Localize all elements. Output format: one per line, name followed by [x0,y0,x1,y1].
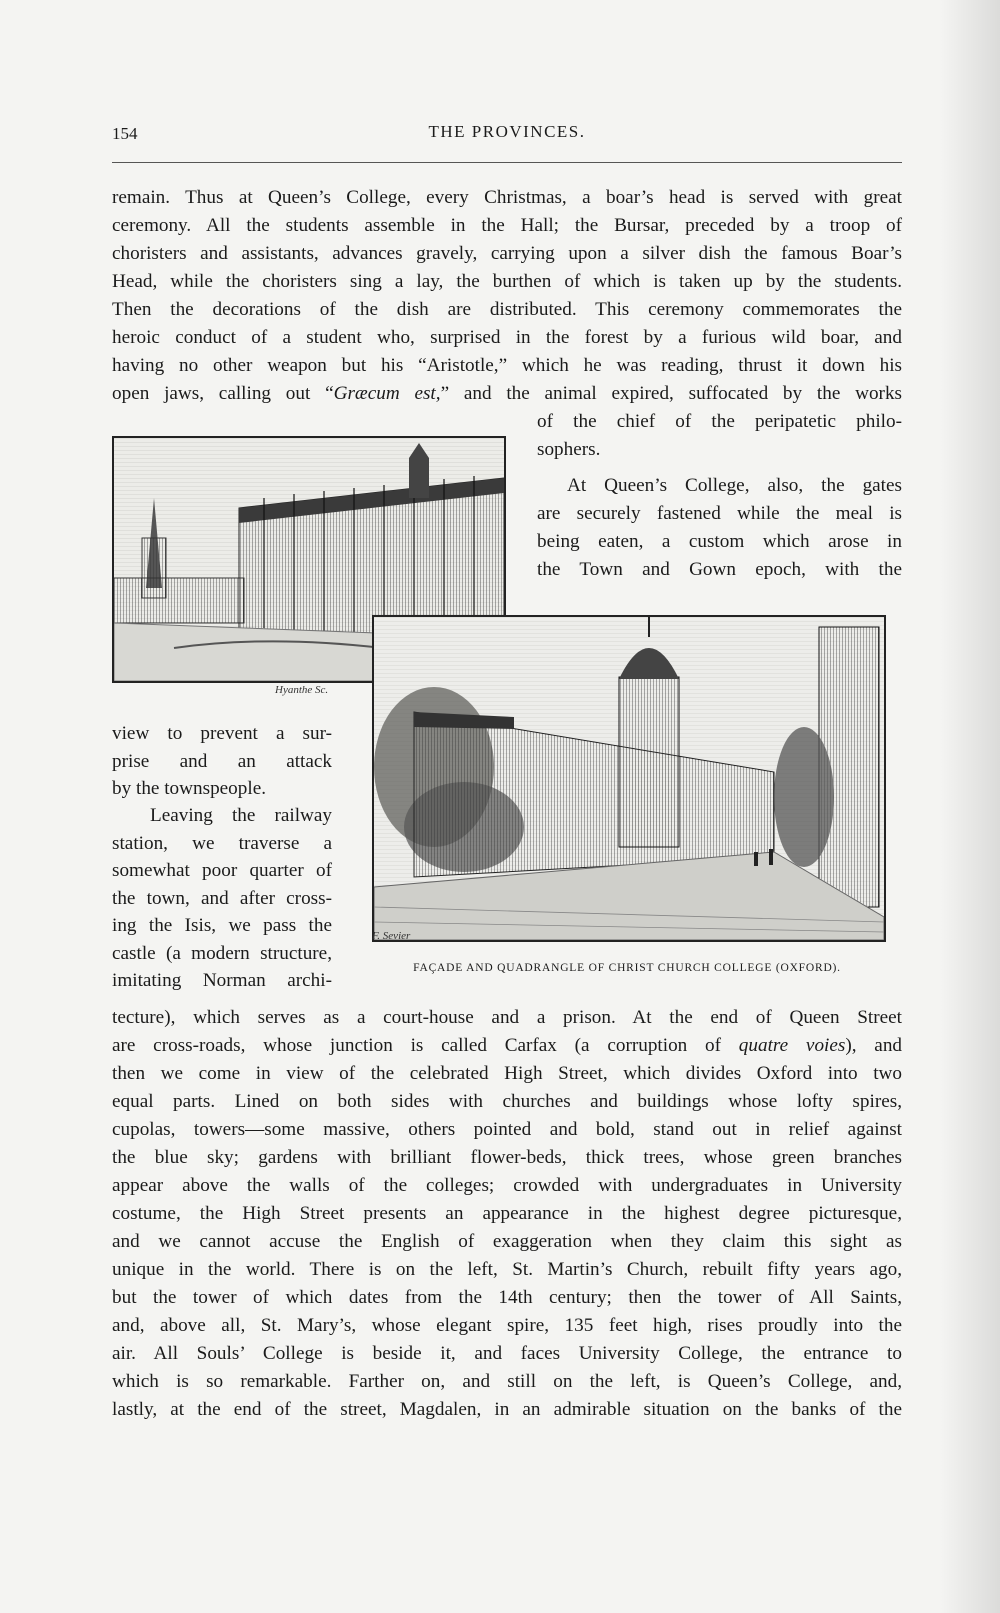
text-line: At Queen’s College, also, the gates [567,475,902,496]
page-number: 154 [112,124,138,143]
text-line: choristers and assistants, advances gravely, carrying upon a silver dish the famous Boar’s [112,243,902,264]
text-line: view to prevent a sur- [112,723,332,744]
text-line: are securely fastened while the meal is [537,503,902,524]
text-line: and we cannot accuse the English of exaggeration when they claim this sight as [112,1231,902,1252]
text-line: unique in the world. There is on the left, St. Martin’s Church, rebuilt fifty years ago, [112,1259,902,1280]
text-line: the town, and after cross- [112,887,332,909]
christ-church-illustration [374,617,884,940]
engraving-christ-church [372,615,886,942]
text-fragment: ” and the animal expired, suffocated by the works [440,383,903,404]
paragraph-bottom [112,1004,902,1424]
text-line: then we come in view of the celebrated High Street, which divides Oxford into two [112,1063,902,1084]
paragraph-top [112,184,902,408]
text-line: having no other weapon but his “Aristotle,” which he was reading, thrust it down his [112,355,902,376]
text-fragment: open jaws, calling out “ [112,383,334,404]
text-line: remain. Thus at Queen’s College, every Christmas, a boar’s head is served with great [112,187,902,208]
text-line: cupolas, towers—some massive, others pointed and bold, stand out in relief against [112,1119,902,1140]
page-header [112,120,902,150]
text-line: of the chief of the peripatetic philo- [537,411,902,432]
italic-phrase: Græcum est, [333,383,441,404]
side-paragraph-left [112,802,332,995]
side-text-left [112,720,332,803]
illustration-caption: FAÇADE AND QUADRANGLE OF CHRIST CHURCH COLLEGE (OXFORD). [413,962,841,974]
text-line: the blue sky; gardens with brilliant flower-beds, thick trees, whose green branches [112,1147,902,1168]
text-line: Then the decorations of the dish are distributed. This ceremony commemorates the [112,299,902,320]
text-line: Leaving the railway [150,805,332,826]
text-line: appear above the walls of the colleges; crowded with undergraduates in University [112,1175,902,1196]
text-line: station, we traverse a [112,832,332,854]
text-line: equal parts. Lined on both sides with churches and buildings whose lofty spires, [112,1091,902,1112]
text-line: heroic conduct of a student who, surprised in the forest by a furious wild boar, and [112,327,902,348]
text-line: costume, the High Street presents an appearance in the highest degree picturesque, [112,1203,902,1224]
text-line: and, above all, St. Mary’s, whose elegant spire, 135 feet high, rises proudly into the [112,1315,902,1336]
text-line: by the townspeople. [112,778,267,799]
italic-phrase: quatre voies [738,1035,846,1056]
text-line: imitating Norman archi- [112,970,332,991]
text-line: sophers. [537,439,601,460]
side-paragraph-right [537,472,902,584]
text-line: which is so remarkable. Farther on, and still on the left, is Queen’s College, and, [112,1371,902,1392]
text-line-8 [112,380,902,408]
engraver-signature: F. Sevier [372,930,411,942]
engraver-signature: Hyanthe Sc. [275,684,329,696]
side-text-right [537,408,902,464]
text-fragment: ), and [845,1035,903,1056]
running-head: THE PROVINCES. [428,122,586,141]
text-line: tecture), which serves as a court-house and a prison. At the end of Queen Street [112,1007,902,1028]
text-line: being eaten, a custom which arose in [537,531,902,552]
text-line-2 [112,1032,902,1060]
text-line: lastly, at the end of the street, Magdalen, in an admirable situation on the banks of the [112,1399,902,1420]
text-line: Head, while the choristers sing a lay, the burthen of which is taken up by the students. [112,271,902,292]
text-line: the Town and Gown epoch, with the [537,559,902,580]
text-line: but the tower of which dates from the 14th century; then the tower of All Saints, [112,1287,902,1308]
text-line: somewhat poor quarter of [112,860,332,881]
text-line: ing the Isis, we pass the [112,915,332,936]
page-edge-shadow [940,0,1000,1613]
text-fragment: are cross-roads, whose junction is called Carfax (a corruption of [112,1035,739,1056]
text-line: prise and an attack [112,750,332,772]
text-line: ceremony. All the students assemble in the Hall; the Bursar, preceded by a troop of [112,215,902,236]
text-line: castle (a modern structure, [112,942,332,964]
header-rule [112,162,902,163]
text-line: air. All Souls’ College is beside it, and faces University College, the entrance to [112,1343,902,1364]
